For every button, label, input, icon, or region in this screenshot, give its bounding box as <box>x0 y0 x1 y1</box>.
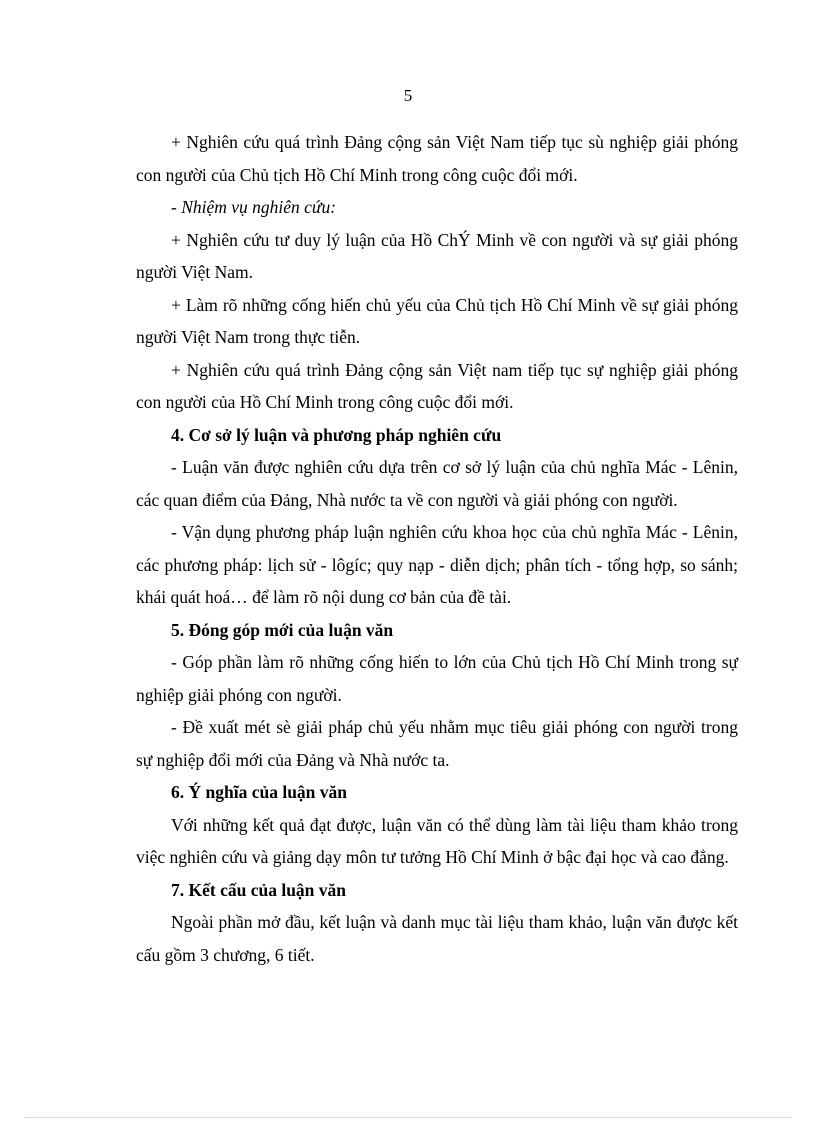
heading-structure: 7. Kết cấu của luận văn <box>171 879 347 900</box>
paragraph-theoretical-basis: - Luận văn được nghiên cứu dựa trên cơ sở lý luận của chủ nghĩa Mác - Lênin, các quan điểm của Đảng, Nhà nước ta về con người và giải phóng con người. <box>136 457 738 510</box>
paragraph-structure: Ngoài phần mở đầu, kết luận và danh mục tài liệu tham khảo, luận văn được kết cấu gồm 3 chương, 6 tiết. <box>136 912 738 965</box>
paragraph-research-party-process: + Nghiên cứu quá trình Đảng cộng sản Việt Nam tiếp tục sù nghiệp giải phóng con người của Chủ tịch Hồ Chí Minh trong công cuộc đổi mới. <box>136 132 738 185</box>
paragraph-contribution-1: - Góp phần làm rõ những cống hiến to lớn của Chủ tịch Hồ Chí Minh trong sự nghiệp giải phóng con người. <box>136 652 738 705</box>
paragraph-clarify-contributions: + Làm rõ những cống hiến chủ yếu của Chủ tịch Hồ Chí Minh về sự giải phóng người Việt Nam trong thực tiễn. <box>136 294 738 347</box>
page-body <box>136 126 738 971</box>
page-bottom-divider <box>24 1117 792 1118</box>
paragraph-research-theory: + Nghiên cứu tư duy lý luận của Hồ ChÝ Minh về con người và sự giải phóng người Việt Nam. <box>136 229 738 282</box>
paragraph-methods: - Vận dụng phương pháp luận nghiên cứu khoa học của chủ nghĩa Mác - Lênin, các phương pháp: lịch sử - lôgíc; quy nạp - diễn dịch; phân tích - tổng hợp, so sánh; khái quát hoá… để làm rõ nội dung cơ bản của đề tài. <box>136 522 738 607</box>
heading-theoretical-basis: 4. Cơ sở lý luận và phương pháp nghiên cứu <box>171 424 502 445</box>
heading-new-contributions: 5. Đóng góp mới của luận văn <box>171 619 394 640</box>
paragraph-significance: Với những kết quả đạt được, luận văn có thể dùng làm tài liệu tham khảo trong việc nghiên cứu và giảng dạy môn tư tưởng Hồ Chí Minh ở bậc đại học và cao đẳng. <box>136 814 738 867</box>
research-tasks-label: - Nhiệm vụ nghiên cứu: <box>171 197 337 217</box>
paragraph-contribution-2: - Đề xuất mét sè giải pháp chủ yếu nhằm mục tiêu giải phóng con người trong sự nghiệp đổi mới của Đảng và Nhà nước ta. <box>136 717 738 770</box>
paragraph-research-renewal: + Nghiên cứu quá trình Đảng cộng sản Việt nam tiếp tục sự nghiệp giải phóng con người của Hồ Chí Minh trong công cuộc đổi mới. <box>136 359 738 412</box>
heading-significance: 6. Ý nghĩa của luận văn <box>171 782 348 802</box>
page-number: 5 <box>403 86 413 105</box>
